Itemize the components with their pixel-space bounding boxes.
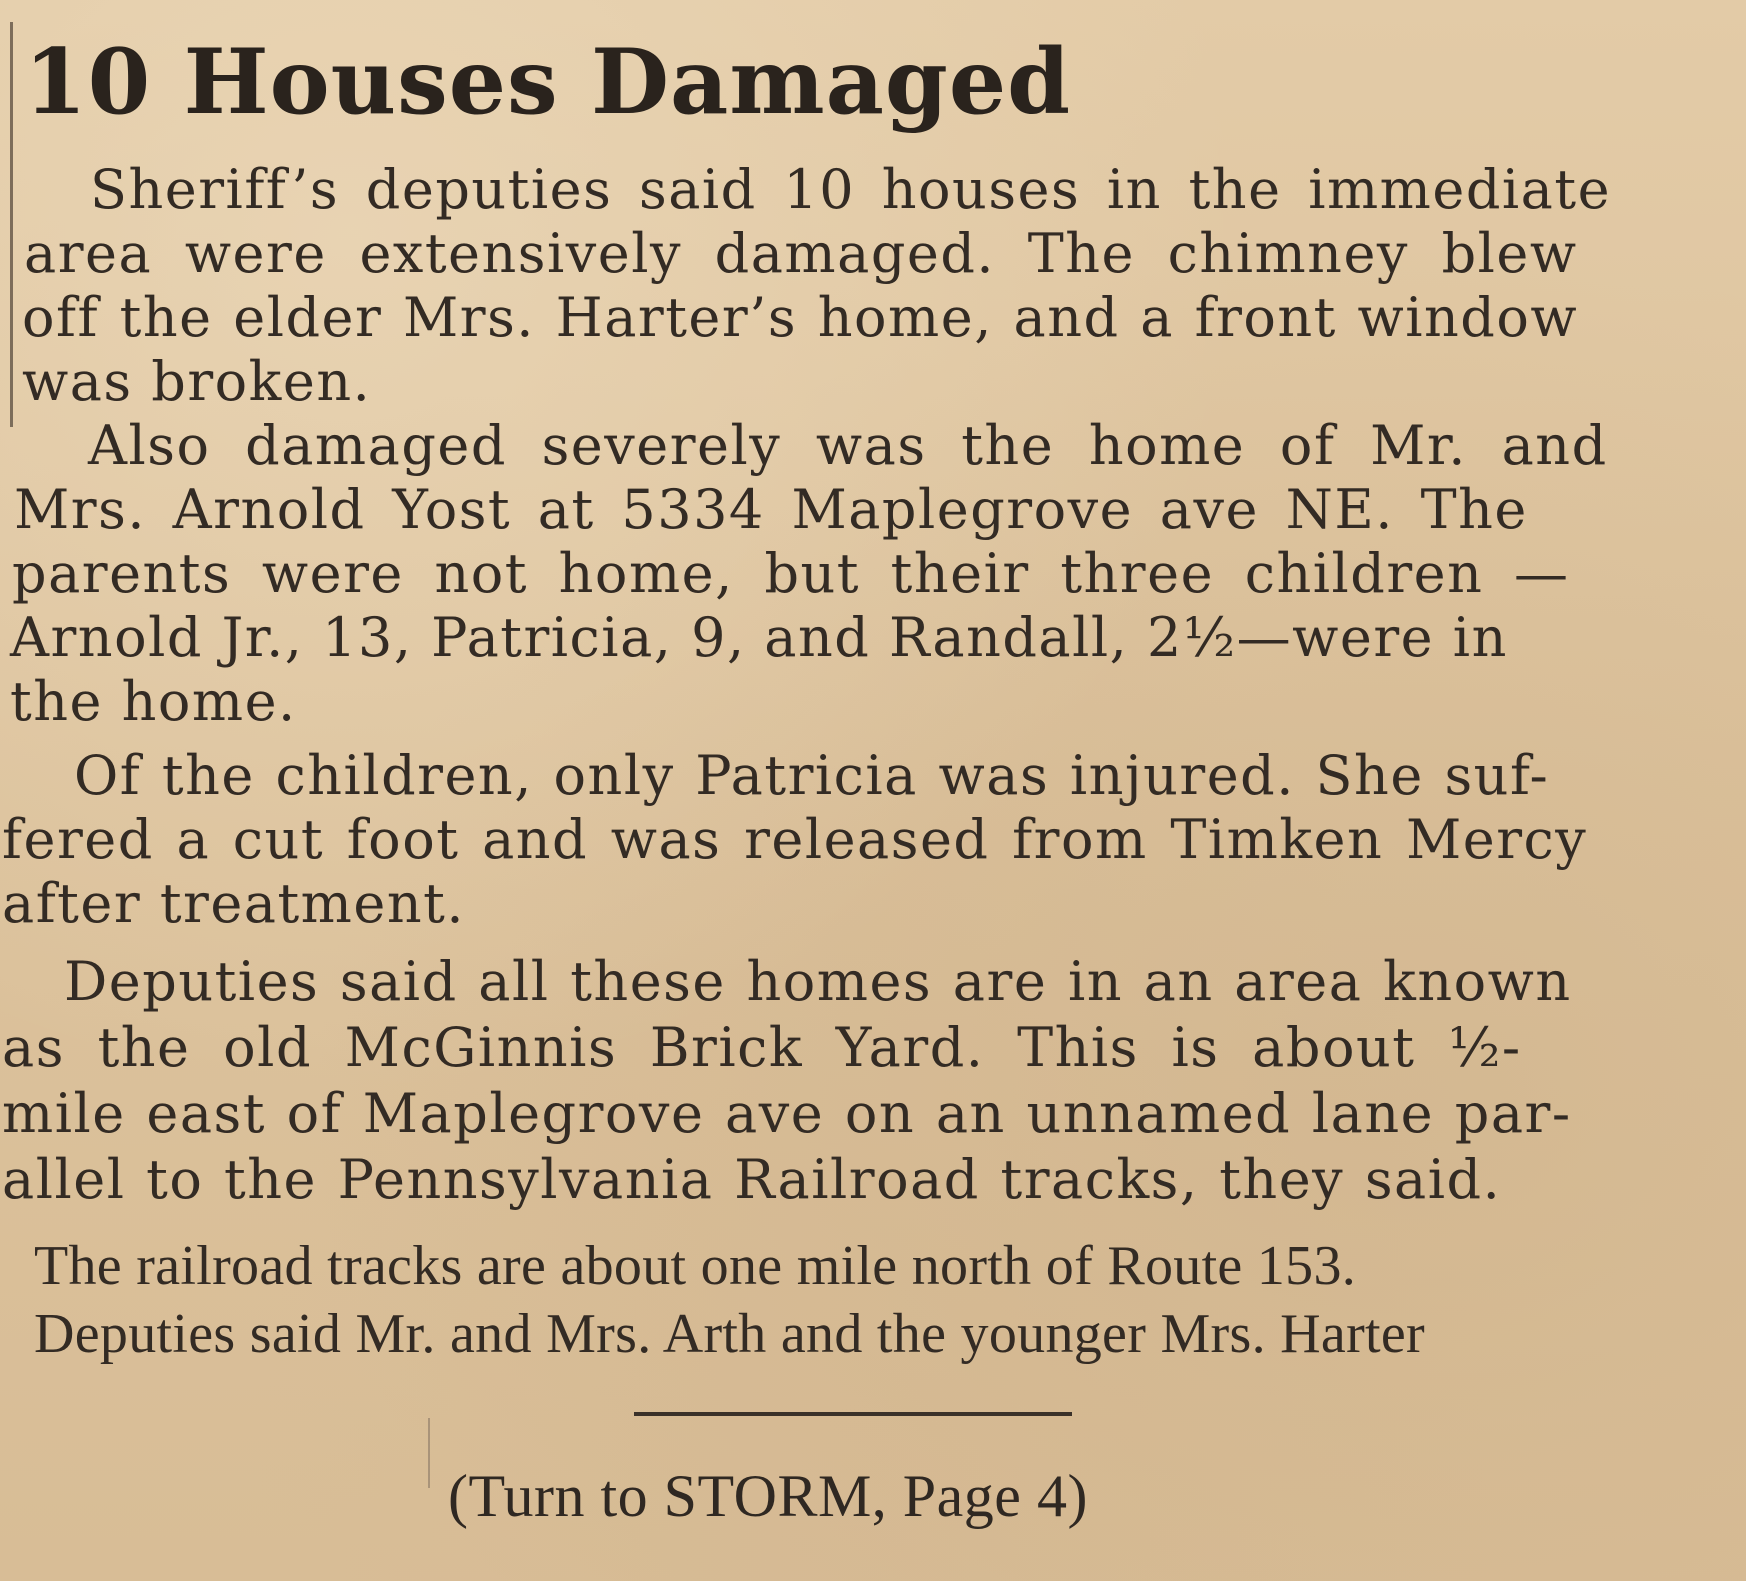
article-line: the home. <box>10 670 297 733</box>
article-line: Deputies said all these homes are in an area known <box>64 950 1572 1013</box>
article-line: parents were not home, but their three children — <box>12 542 1570 605</box>
article-line: was broken. <box>22 350 372 413</box>
continuation-note: (Turn to STORM, Page 4) <box>448 1463 1088 1529</box>
column-rule <box>10 22 13 427</box>
article-line: Mrs. Arnold Yost at 5334 Maplegrove ave NE. The <box>14 478 1528 541</box>
print-mark <box>428 1418 430 1488</box>
article-line: Arnold Jr., 13, Patricia, 9, and Randall, 2½—were in <box>10 606 1508 669</box>
article-line: area were extensively damaged. The chimney blew <box>24 222 1578 285</box>
article-line: off the elder Mrs. Harter’s home, and a front window <box>22 286 1579 349</box>
article-line: Of the children, only Patricia was injured. She suf- <box>74 744 1550 807</box>
article-line: Also damaged severely was the home of Mr. and <box>88 414 1608 477</box>
article-line: after treatment. <box>2 872 465 935</box>
article-line: Sheriff’s deputies said 10 houses in the immediate <box>90 158 1612 221</box>
article-line: mile east of Maplegrove ave on an unnamed lane par- <box>2 1082 1572 1145</box>
article-line: Deputies said Mr. and Mrs. Arth and the younger Mrs. Harter <box>34 1303 1425 1365</box>
divider-rule <box>634 1412 1072 1416</box>
article-line: allel to the Pennsylvania Railroad tracks, they said. <box>2 1148 1502 1211</box>
article-line: as the old McGinnis Brick Yard. This is about ½- <box>2 1016 1522 1079</box>
article-line: fered a cut foot and was released from Timken Mercy <box>2 808 1588 871</box>
headline: 10 Houses Damaged <box>24 29 1072 135</box>
article-line: The railroad tracks are about one mile north of Route 153. <box>34 1235 1357 1297</box>
